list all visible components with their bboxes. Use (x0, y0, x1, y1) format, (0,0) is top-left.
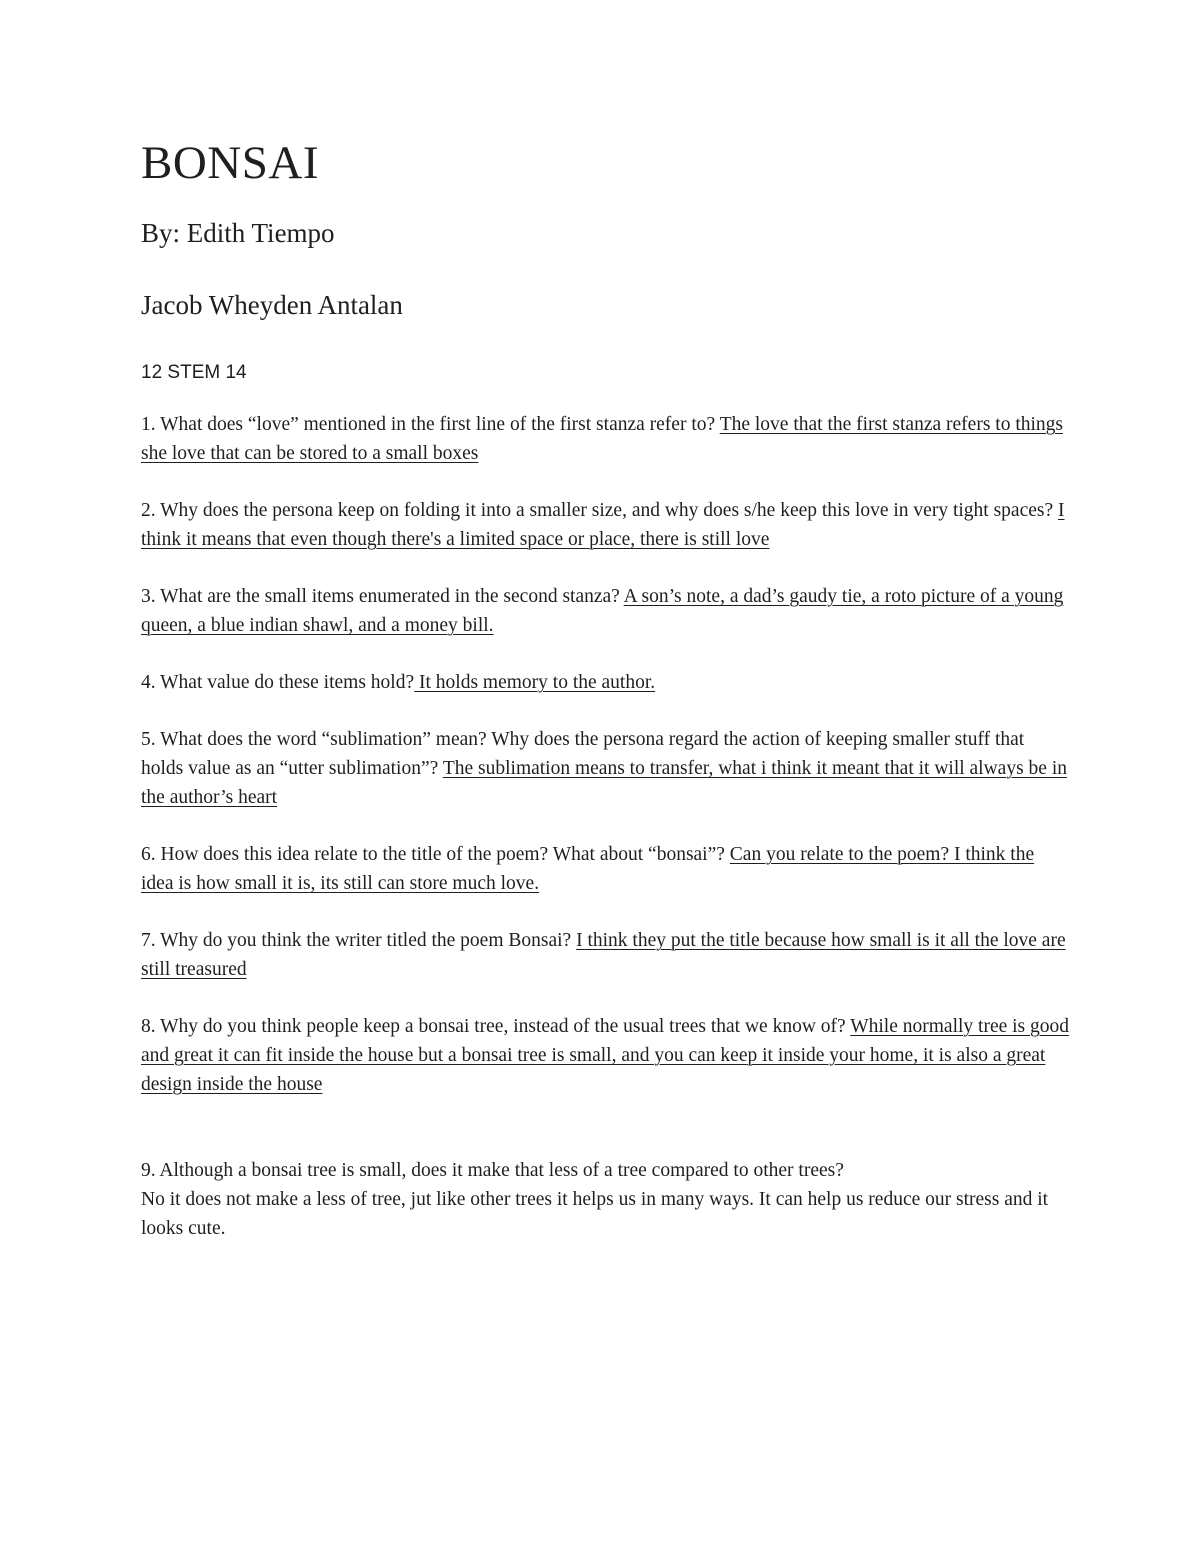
question-text: 1. What does “love” mentioned in the first line of the first stanza refer to? (141, 413, 716, 435)
question-text: 9. Although a bonsai tree is small, does it make that less of a tree compared to other trees? (141, 1159, 844, 1181)
question-block-1 (141, 410, 1071, 468)
answer-text: Can you relate to the poem? I think the idea is how small it is, its still can store much love. (141, 843, 1035, 894)
question-block-8 (141, 1012, 1071, 1099)
question-block-5 (141, 725, 1071, 812)
question-text: 3. What are the small items enumerated in the second stanza? (141, 585, 620, 607)
question-text: 7. Why do you think the writer titled the poem Bonsai? (141, 929, 572, 951)
question-block-3 (141, 582, 1071, 640)
question-text: 4. What value do these items hold? (141, 671, 415, 693)
answer-text: A son’s note, a dad’s gaudy tie, a roto picture of a young queen, a blue indian shawl, and a money bill. (141, 585, 1064, 636)
document-page (141, 137, 1071, 1243)
answer-text: No it does not make a less of tree, jut like other trees it helps us in many ways. It can help us reduce our stress and it looks cute. (141, 1188, 1049, 1239)
answer-text: The love that the first stanza refers to things she love that can be stored to a small boxes (141, 413, 1063, 464)
answer-text: I think they put the title because how small is it all the love are still treasured (141, 929, 1066, 980)
question-block-7 (141, 926, 1071, 984)
question-block-9 (141, 1156, 1071, 1243)
author-line: By: Edith Tiempo (141, 218, 335, 248)
question-block-2 (141, 496, 1071, 554)
student-name: Jacob Wheyden Antalan (141, 290, 403, 321)
class-section: 12 STEM 14 (141, 361, 247, 383)
answer-text: It holds memory to the author. (414, 671, 656, 693)
document-title: BONSAI (141, 137, 319, 189)
answer-text: While normally tree is good and great it can fit inside the house but a bonsai tree is small, and you can keep it inside your home, it is also a great design inside the house (141, 1015, 1070, 1095)
answer-text: The sublimation means to transfer, what i think it meant that it will always be in the author’s heart (141, 757, 1067, 808)
question-block-6 (141, 840, 1071, 898)
question-text: 2. Why does the persona keep on folding it into a smaller size, and why does s/he keep this love in very tight spaces? (141, 499, 1054, 521)
question-text: 8. Why do you think people keep a bonsai tree, instead of the usual trees that we know of? (141, 1015, 846, 1037)
question-block-4 (141, 668, 1071, 697)
question-text: 6. How does this idea relate to the title of the poem? What about “bonsai”? (141, 843, 725, 865)
question-text: 5. What does the word “sublimation” mean? Why does the persona regard the action of keeping smaller stuff that holds value as an “utter sublimation”? (141, 728, 1025, 779)
answer-text: I think it means that even though there's a limited space or place, there is still love (141, 499, 1065, 550)
